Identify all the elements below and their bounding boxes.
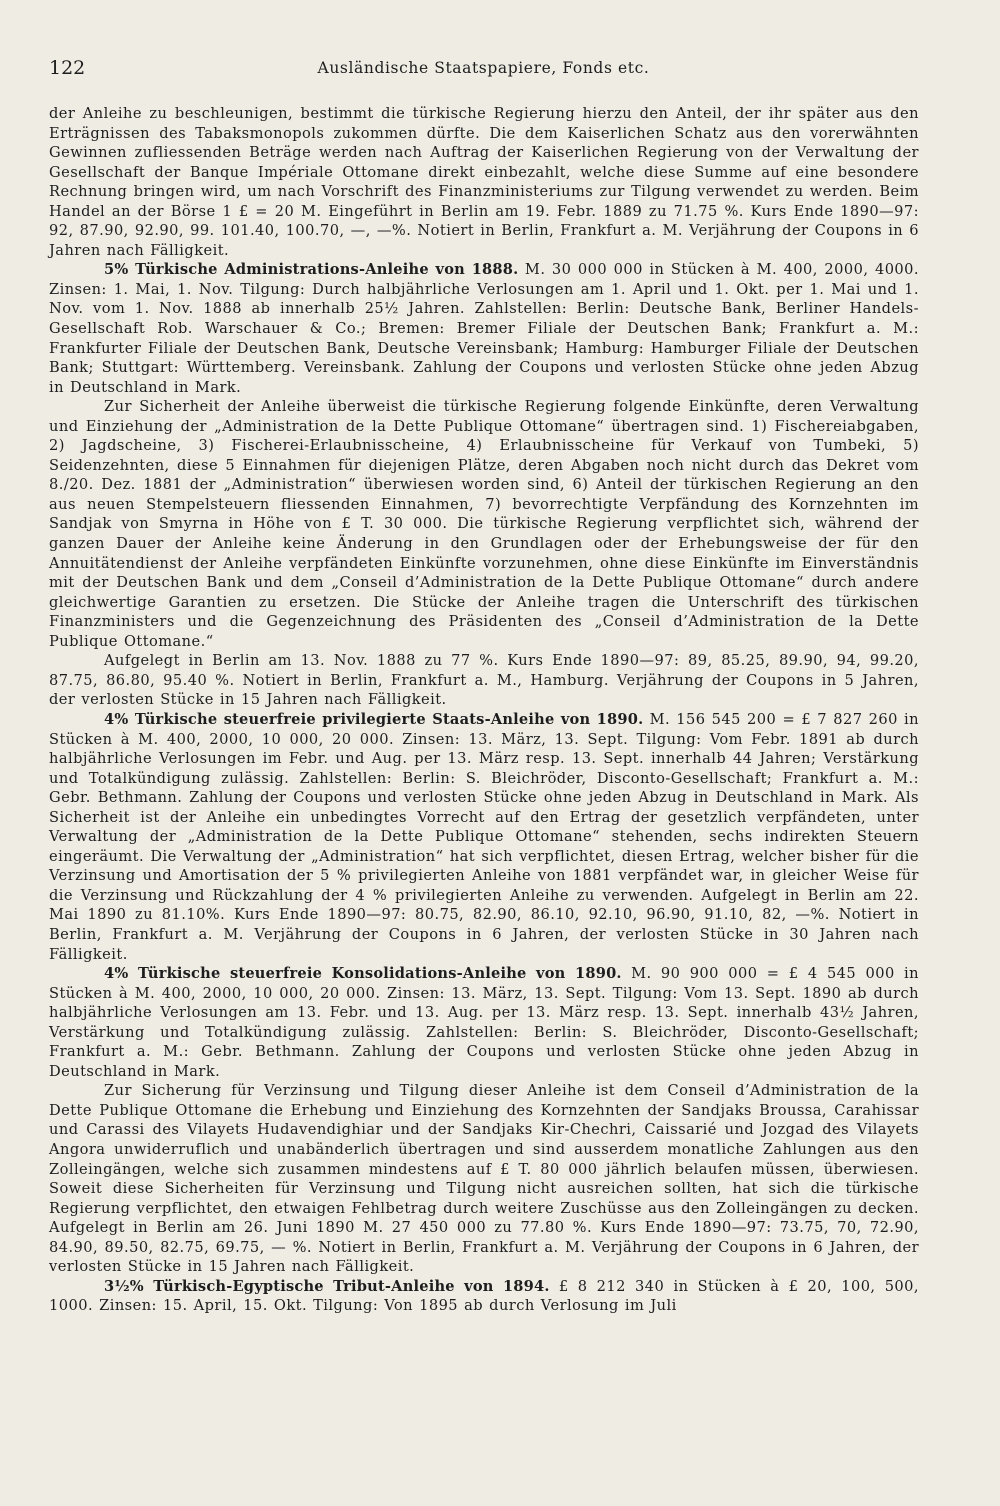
paragraph-text: der Anleihe zu beschleunigen, bestimmt die türkische Regierung hierzu den Anteil, der ihr später aus den Erträgnissen des Tabaksmonopols zukommen dürfte. Die dem Kaiserlichen Schatz aus den vorerwähnten Gewinnen zufliessenden Beträge werden nach Auftrag der Kaiserlichen Regierung von der Verwaltung der Gesellschaft der Banque Impériale Ottomane direkt einbezahlt, welche diese Summe auf eine besondere Rechnung bringen wird, um nach Vorschrift des Finanzministeriums zur Tilgung verwendet zu werden. Beim Handel an der Börse 1 £ = 20 M. Eingeführt in Berlin am 19. Febr. 1889 zu 71.75 %. Kurs Ende 1890—97: 92, 87.90, 92.90, 99. 101.40, 100.70, —, —%. Notiert in Berlin, Frankfurt a. M. Verjährung der Coupons in 6 Jahren nach Fälligkeit.: [49, 105, 919, 259]
page-number: 122: [49, 57, 86, 79]
paragraph-sicherung-1890: [49, 1081, 919, 1276]
entry-heading: 4% Türkische steuerfreie Konsolidations-Anleihe von 1890.: [104, 965, 622, 983]
paragraph-text: Zur Sicherung für Verzinsung und Tilgung dieser Anleihe ist dem Conseil d’Administration de la Dette Publique Ottomane die Erhebung und Einziehung des Kornzehnten der Sandjaks Broussa, Carahissar und Carassi des Vilayets Hudavendighiar und der Sandjaks Kir-Chechri, Caissarié und Jozgad des Vilayets Angora unwiderruflich und unabänderlich übertragen und sind ausserdem monatliche Zahlungen aus den Zolleingängen, welche sich zusammen mindestens auf £ T. 80 000 jährlich belaufen müssen, überwiesen. Soweit diese Sicherheiten für Verzinsung und Tilgung nicht ausreichen sollten, hat sich die türkische Regierung verpflichtet, den etwaigen Fehlbetrag durch weitere Zuschüsse aus den Zolleingängen zu decken. Aufgelegt in Berlin am 26. Juni 1890 M. 27 450 000 zu 77.80 %. Kurs Ende 1890—97: 73.75, 70, 72.90, 84.90, 89.50, 82.75, 69.75, — %. Notiert in Berlin, Frankfurt a. M. Verjährung der Coupons in 6 Jahren, der verlosten Stücke in 15 Jahren nach Fälligkeit.: [49, 1082, 919, 1276]
entry-staats-anleihe-1890: [49, 710, 919, 964]
entry-text: M. 90 900 000 = £ 4 545 000 in Stücken à M. 400, 2000, 10 000, 20 000. Zinsen: 13. März, 13. Sept. Tilgung: Vom 13. Sept. 1890 ab durch halbjährliche Verlosungen am 13. Febr. und 13. Aug. per 13. März resp. 13. Sept. innerhalb 43½ Jahren, Verstärkung und Totalkündigung zulässig. Zahlstellen: Berlin: S. Bleichröder, Disconto-Gesellschaft; Frankfurt a. M.: Gebr. Bethmann. Zahlung der Coupons und verlosten Stücke ohne jeden Abzug in Deutschland in Mark.: [49, 965, 920, 1080]
running-title: Ausländische Staatspapiere, Fonds etc.: [317, 59, 650, 77]
body-text: [49, 104, 919, 1316]
entry-heading: 3½% Türkisch-Egyptische Tribut-Anleihe von 1894.: [104, 1277, 550, 1295]
entry-administrations-anleihe-1888: [49, 260, 919, 397]
entry-text: £ 8 212 340 in Stücken à £ 20, 100, 500, 1000. Zinsen: 15. April, 15. Okt. Tilgung: Von 1895 ab durch Verlosung im Juli: [49, 1277, 919, 1315]
entry-konsolidations-anleihe-1890: [49, 964, 919, 1081]
entry-text: M. 156 545 200 = £ 7 827 260 in Stücken à M. 400, 2000, 10 000, 20 000. Zinsen: 13. März, 13. Sept. Tilgung: Vom Febr. 1891 ab durch halbjährliche Verlosungen im Febr. und Aug. per 13. März resp. 13. Sept. innerhalb 44 Jahren; Verstärkung und Totalkündigung zulässig. Zahlstellen: Berlin: S. Bleichröder, Disconto-Gesellschaft; Frankfurt a. M.: Gebr. Bethmann. Zahlung der Coupons und verlosten Stücke ohne jeden Abzug in Deutschland in Mark. Als Sicherheit ist der Anleihe ein unbedingtes Vorrecht auf den Ertrag der gesetzlich verpfändeten, unter Verwaltung der „Administration de la Dette Publique Ottomane“ stehenden, sechs indirekten Steuern eingeräumt. Die Verwaltung der „Administration“ hat sich verpflichtet, diesen Ertrag, welcher bisher für die Verzinsung und Amortisation der 5 % privilegierten Anleihe von 1881 verpfändet war, in gleicher Weise für die Verzinsung und Rückzahlung der 4 % privilegierten Anleihe zu verwenden. Aufgelegt in Berlin am 22. Mai 1890 zu 81.10%. Kurs Ende 1890—97: 80.75, 82.90, 86.10, 92.10, 96.90, 91.10, 82, —%. Notiert in Berlin, Frankfurt a. M. Verjährung der Coupons in 6 Jahren, der verlosten Stücke in 30 Jahren nach Fälligkeit.: [49, 710, 920, 963]
page-header: [49, 57, 918, 83]
paragraph-aufgelegt-1888: [49, 651, 919, 710]
entry-heading: 4% Türkische steuerfreie privilegierte Staats-Anleihe von 1890.: [104, 710, 644, 728]
entry-text: M. 30 000 000 in Stücken à M. 400, 2000, 4000. Zinsen: 1. Mai, 1. Nov. Tilgung: Durch halbjährliche Verlosungen am 1. April und 1. Okt. per 1. Mai und 1. Nov. vom 1. Nov. 1888 ab innerhalb 25½ Jahren. Zahlstellen: Berlin: Deutsche Bank, Berliner Handels-Gesellschaft Rob. Warschauer & Co.; Bremen: Bremer Filiale der Deutschen Bank; Frankfurt a. M.: Frankfurter Filiale der Deutschen Bank, Deutsche Vereinsbank; Hamburg: Hamburger Filiale der Deutschen Bank; Stuttgart: Württemberg. Vereinsbank. Zahlung der Coupons und verlosten Stücke ohne jeden Abzug in Deutschland in Mark.: [49, 261, 919, 396]
entry-heading: 5% Türkische Administrations-Anleihe von 1888.: [104, 261, 519, 279]
paragraph-text: Zur Sicherheit der Anleihe überweist die türkische Regierung folgende Einkünfte, deren Verwaltung und Einziehung der „Administration de la Dette Publique Ottomane“ übertragen sind. 1) Fischereiabgaben, 2) Jagdscheine, 3) Fischerei-Erlaubnisscheine, 4) Erlaubnisscheine für Verkauf von Tumbeki, 5) Seidenzehnten, diese 5 Einnahmen für diejenigen Plätze, deren Abgaben noch nicht durch das Dekret vom 8./20. Dez. 1881 der „Administration“ überwiesen worden sind, 6) Anteil der türkischen Regierung an den aus neuen Stempelsteuern fliessenden Einnahmen, 7) bevorrechtigte Verpfändung des Kornzehnten im Sandjak von Smyrna in Höhe von £ T. 30 000. Die türkische Regierung verpflichtet sich, während der ganzen Dauer der Anleihe keine Änderung in den Grundlagen oder der Erhebungsweise der für den Annuitätendienst der Anleihe verpfändeten Einkünfte vorzunehmen, ohne diese Einkünfte im Einverständnis mit der Deutschen Bank und dem „Conseil d’Administration de la Dette Publique Ottomane“ durch andere gleichwertige Garantien zu ersetzen. Die Stücke der Anleihe tragen die Unterschrift des türkischen Finanzministers und die Gegenzeichnung des Präsidenten des „Conseil d’Administration de la Dette Publique Ottomane.“: [49, 398, 919, 650]
paragraph-tabak-continuation: [49, 104, 919, 260]
entry-tribut-anleihe-1894: [49, 1277, 919, 1316]
paragraph-text: Aufgelegt in Berlin am 13. Nov. 1888 zu 77 %. Kurs Ende 1890—97: 89, 85.25, 89.90, 94, 99.20, 87.75, 86.80, 95.40 %. Notiert in Berlin, Frankfurt a. M., Hamburg. Verjährung der Coupons in 5 Jahren, der verlosten Stücke in 15 Jahren nach Fälligkeit.: [49, 652, 919, 709]
paragraph-sicherheit-1888: [49, 397, 919, 651]
